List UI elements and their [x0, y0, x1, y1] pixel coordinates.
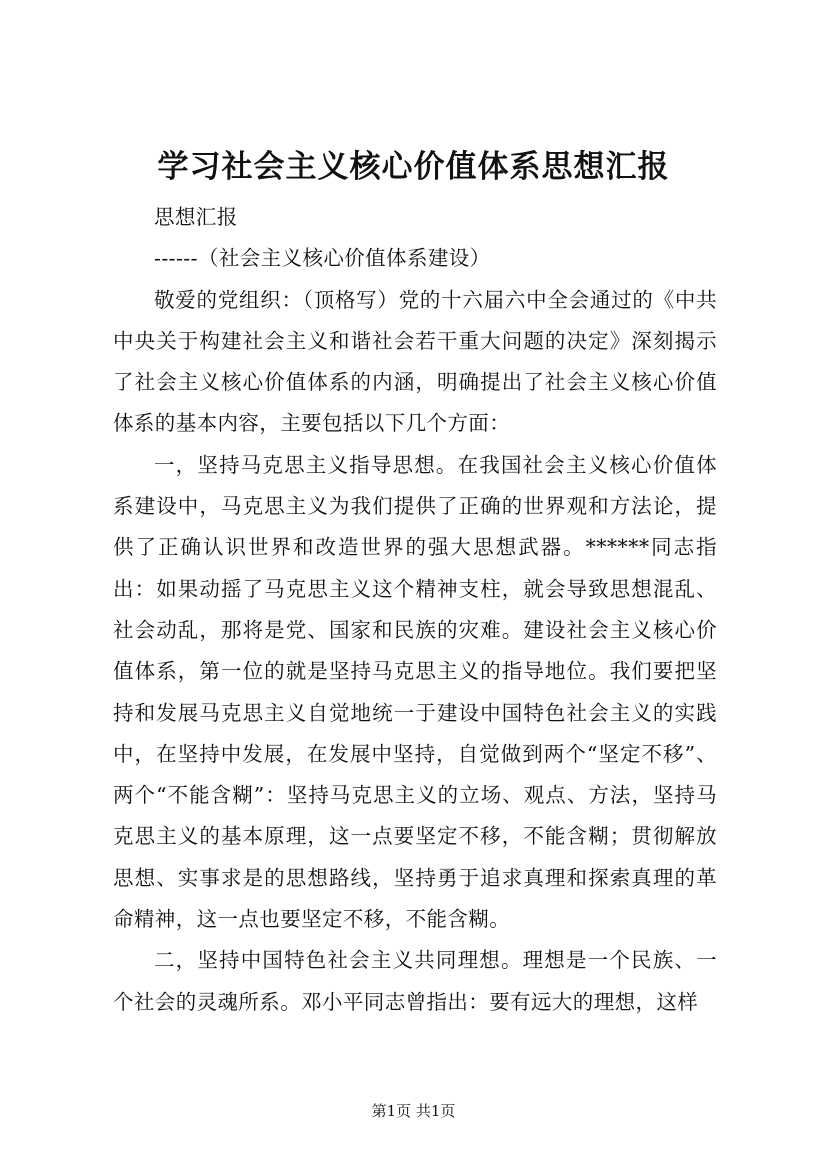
document-body [113, 197, 717, 1023]
paragraph-point-one: 一，坚持马克思主义指导思想。在我国社会主义核心价值体系建设中，马克思主义为我们提供了正确的世界观和方法论，提供了正确认识世界和改造世界的强大思想武器。******同志指出：如果动摇了马克思主义这个精神支柱，就会导致思想混乱、社会动乱，那将是党、国家和民族的灾难。建设社会主义核心价值体系，第一位的就是坚持马克思主义的指导地位。我们要把坚持和发展马克思主义自觉地统一于建设中国特色社会主义的实践中，在坚持中发展，在发展中坚持，自觉做到两个“坚定不移”、两个“不能含糊”：坚持马克思主义的立场、观点、方法，坚持马克思主义的基本原理，这一点要坚定不移，不能含糊；贯彻解放思想、实事求是的思想路线，坚持勇于追求真理和探索真理的革命精神，这一点也要坚定不移，不能含糊。 [113, 452, 717, 932]
paragraph-heading: 思想汇报 [154, 205, 238, 229]
page-footer: 第1页 共1页 [371, 1102, 456, 1120]
document-title: 学习社会主义核心价值体系思想汇报 [157, 149, 670, 185]
paragraph-point-two: 二，坚持中国特色社会主义共同理想。理想是一个民族、一个社会的灵魂所系。邓小平同志曾指出：要有远大的理想，这样 [113, 948, 717, 1014]
paragraph-subtitle: ------（社会主义核心价值体系建设） [154, 246, 491, 271]
paragraph-greeting: 敬爱的党组织：（顶格写）党的十六届六中全会通过的《中共中央关于构建社会主义和谐社会若干重大问题的决定》深刻揭示了社会主义核心价值体系的内涵，明确提出了社会主义核心价值体系的基本内容，主要包括以下几个方面： [113, 287, 717, 436]
